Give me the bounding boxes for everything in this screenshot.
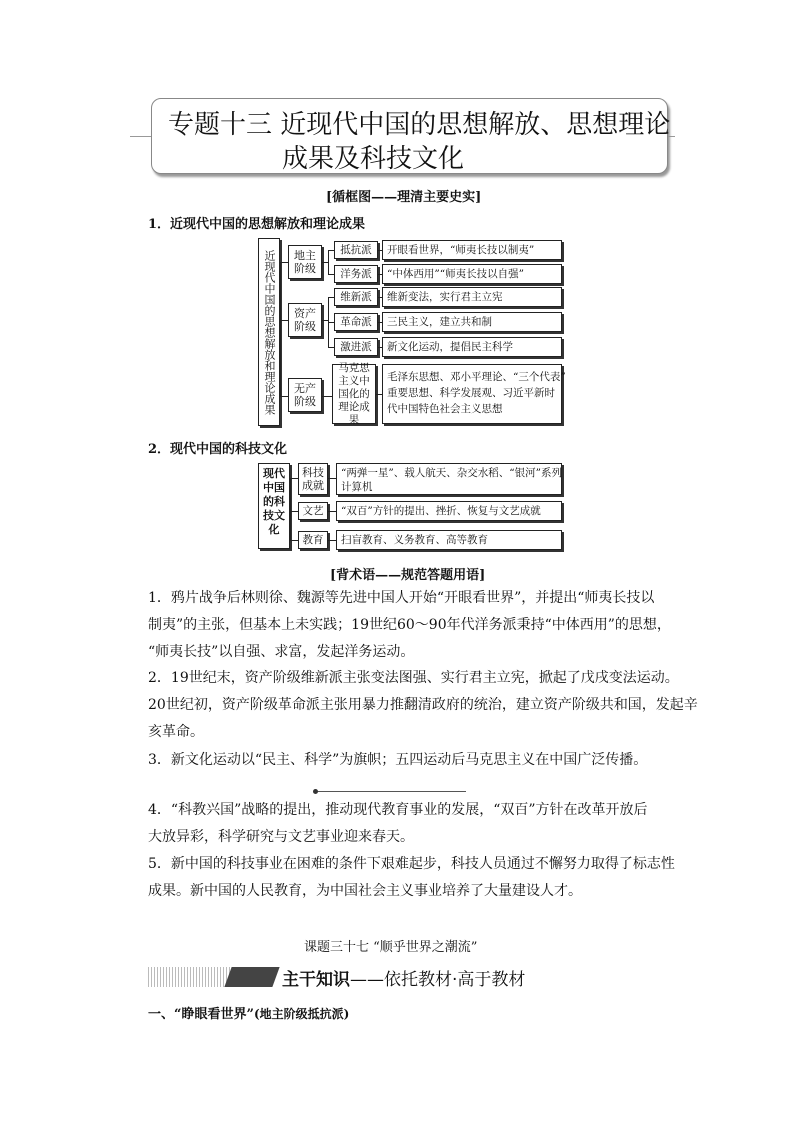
item-sci-tech: 科技成就: [298, 463, 328, 495]
desc-education: 扫盲教育、义务教育、高等教育: [336, 530, 562, 550]
paragraph-line: 4．“科教兴国”战略的提出，推动现代教育事业的发展，“双百”方针在改革开放后: [148, 802, 648, 818]
paragraph-line: 5．新中国的科技事业在困难的条件下艰难起步，科技人员通过不懈努力取得了标志性: [148, 856, 675, 872]
item-arts: 文艺: [298, 502, 328, 520]
item-education: 教育: [298, 531, 328, 549]
paragraph-line: 3．新文化运动以“民主、科学”为旗帜；五四运动后马克思主义在中国广泛传播。: [148, 752, 648, 768]
group-landlord: 地主阶级: [288, 245, 322, 279]
term-paragraph-2: [148, 665, 698, 746]
connector: [280, 262, 281, 396]
banner-stripes: [148, 967, 230, 987]
part2-heading: 2．现代中国的科技文化: [148, 442, 288, 457]
section-tag-diagram: [循框图——理清主要史实]: [326, 190, 482, 205]
lesson-title: 课题三十七 “顺乎世界之潮流”: [304, 940, 478, 955]
banner-bar: [224, 967, 279, 987]
paragraph-line: 20世纪初，资产阶级革命派主张用暴力推翻清政府的统治，建立资产阶级共和国，发起辛: [148, 697, 698, 713]
desc-marxism: [382, 364, 566, 424]
section-banner: [282, 965, 525, 990]
paragraph-line: 成果。新中国的人民教育，为中国社会主义事业培养了大量建设人才。: [148, 883, 582, 899]
desc-line: “两弹一星”、载人航天、杂交水稻、“银河”系列: [341, 467, 562, 479]
banner-rest: ——依托教材·高于教材: [350, 970, 526, 990]
connector: [280, 396, 288, 397]
connector: [328, 478, 336, 479]
banner-bold: 主干知识: [282, 970, 350, 990]
paragraph-line: 1．鸦片战争后林则徐、魏源等先进中国人开始“开眼看世界”，并提出“师夷长技以: [148, 590, 655, 606]
connector: [280, 262, 288, 263]
desc-line: 重要思想、科学发展观、习近平新时: [387, 387, 555, 399]
connector: [290, 540, 298, 541]
desc-line: 毛泽东思想、邓小平理论、“三个代表”: [387, 371, 566, 383]
divider-rule: [316, 791, 466, 792]
desc-line: 代中国特色社会主义思想: [387, 403, 503, 415]
desc-line: 计算机: [341, 481, 373, 493]
point-one-note: (地主阶级抵抗派): [253, 1007, 350, 1021]
paragraph-line: 大放异彩，科学研究与文艺事业迎来春天。: [148, 829, 414, 845]
connector: [290, 478, 298, 479]
marxism-sinicization: 马克思主义中国化的理论成果: [332, 364, 376, 424]
section-tag-terms: [背术语——规范答题用语]: [330, 568, 486, 583]
faction-westernization: 洋务派: [334, 265, 378, 283]
group-proletariat: 无产阶级: [288, 378, 322, 412]
page-title-line2: 成果及科技文化: [282, 144, 465, 174]
desc-radical: 新文化运动，提倡民主科学: [382, 337, 562, 357]
paragraph-line: 2．19世纪末，资产阶级维新派主张变法图强、实行君主立宪，掀起了戊戌变法运动。: [148, 670, 679, 686]
paragraph-line: 亥革命。: [148, 724, 204, 740]
faction-reform: 维新派: [334, 288, 378, 306]
connector: [290, 478, 291, 540]
connector: [328, 250, 329, 274]
diagram1-root: 近现代中国的思想解放和理论成果: [258, 238, 280, 426]
paragraph-line: “师夷长技”以自强、求富，发起洋务运动。: [148, 644, 415, 660]
group-bourgeoisie: 资产阶级: [288, 303, 322, 337]
desc-westernization: “中体西用”“师夷长技以自强”: [382, 264, 562, 284]
desc-revolution: 三民主义，建立共和制: [382, 312, 562, 332]
faction-radical: 激进派: [334, 338, 378, 356]
desc-reform: 维新变法，实行君主立宪: [382, 287, 562, 307]
faction-revolution: 革命派: [334, 313, 378, 331]
divider-dot: [313, 789, 318, 794]
connector: [322, 396, 332, 397]
part1-heading: 1．近现代中国的思想解放和理论成果: [148, 217, 366, 232]
term-paragraph-4: [148, 797, 658, 851]
term-paragraph-5: [148, 851, 675, 905]
diagram2-root: 现代中国的科技文化: [258, 463, 290, 549]
point-one-main: 一、“睁眼看世界”: [148, 1007, 254, 1022]
connector: [328, 540, 336, 541]
desc-arts: “双百”方针的提出、挫折、恢复与文艺成就: [336, 501, 562, 521]
connector: [280, 320, 288, 321]
desc-sci-tech: [336, 463, 562, 495]
term-paragraph-3: [148, 747, 658, 774]
desc-resistance: 开眼看世界，“师夷长技以制夷”: [382, 240, 562, 260]
paragraph-line: 制夷”的主张，但基本上未实践；19世纪60～90年代洋务派秉持“中体西用”的思想，: [148, 617, 671, 633]
connector: [290, 511, 298, 512]
page-title-line1: 专题十三 近现代中国的思想解放、思想理论: [168, 110, 671, 140]
faction-resistance: 抵抗派: [334, 241, 378, 259]
connector: [328, 511, 336, 512]
term-paragraph-1: [148, 585, 671, 666]
point-one-heading: [148, 1003, 349, 1022]
